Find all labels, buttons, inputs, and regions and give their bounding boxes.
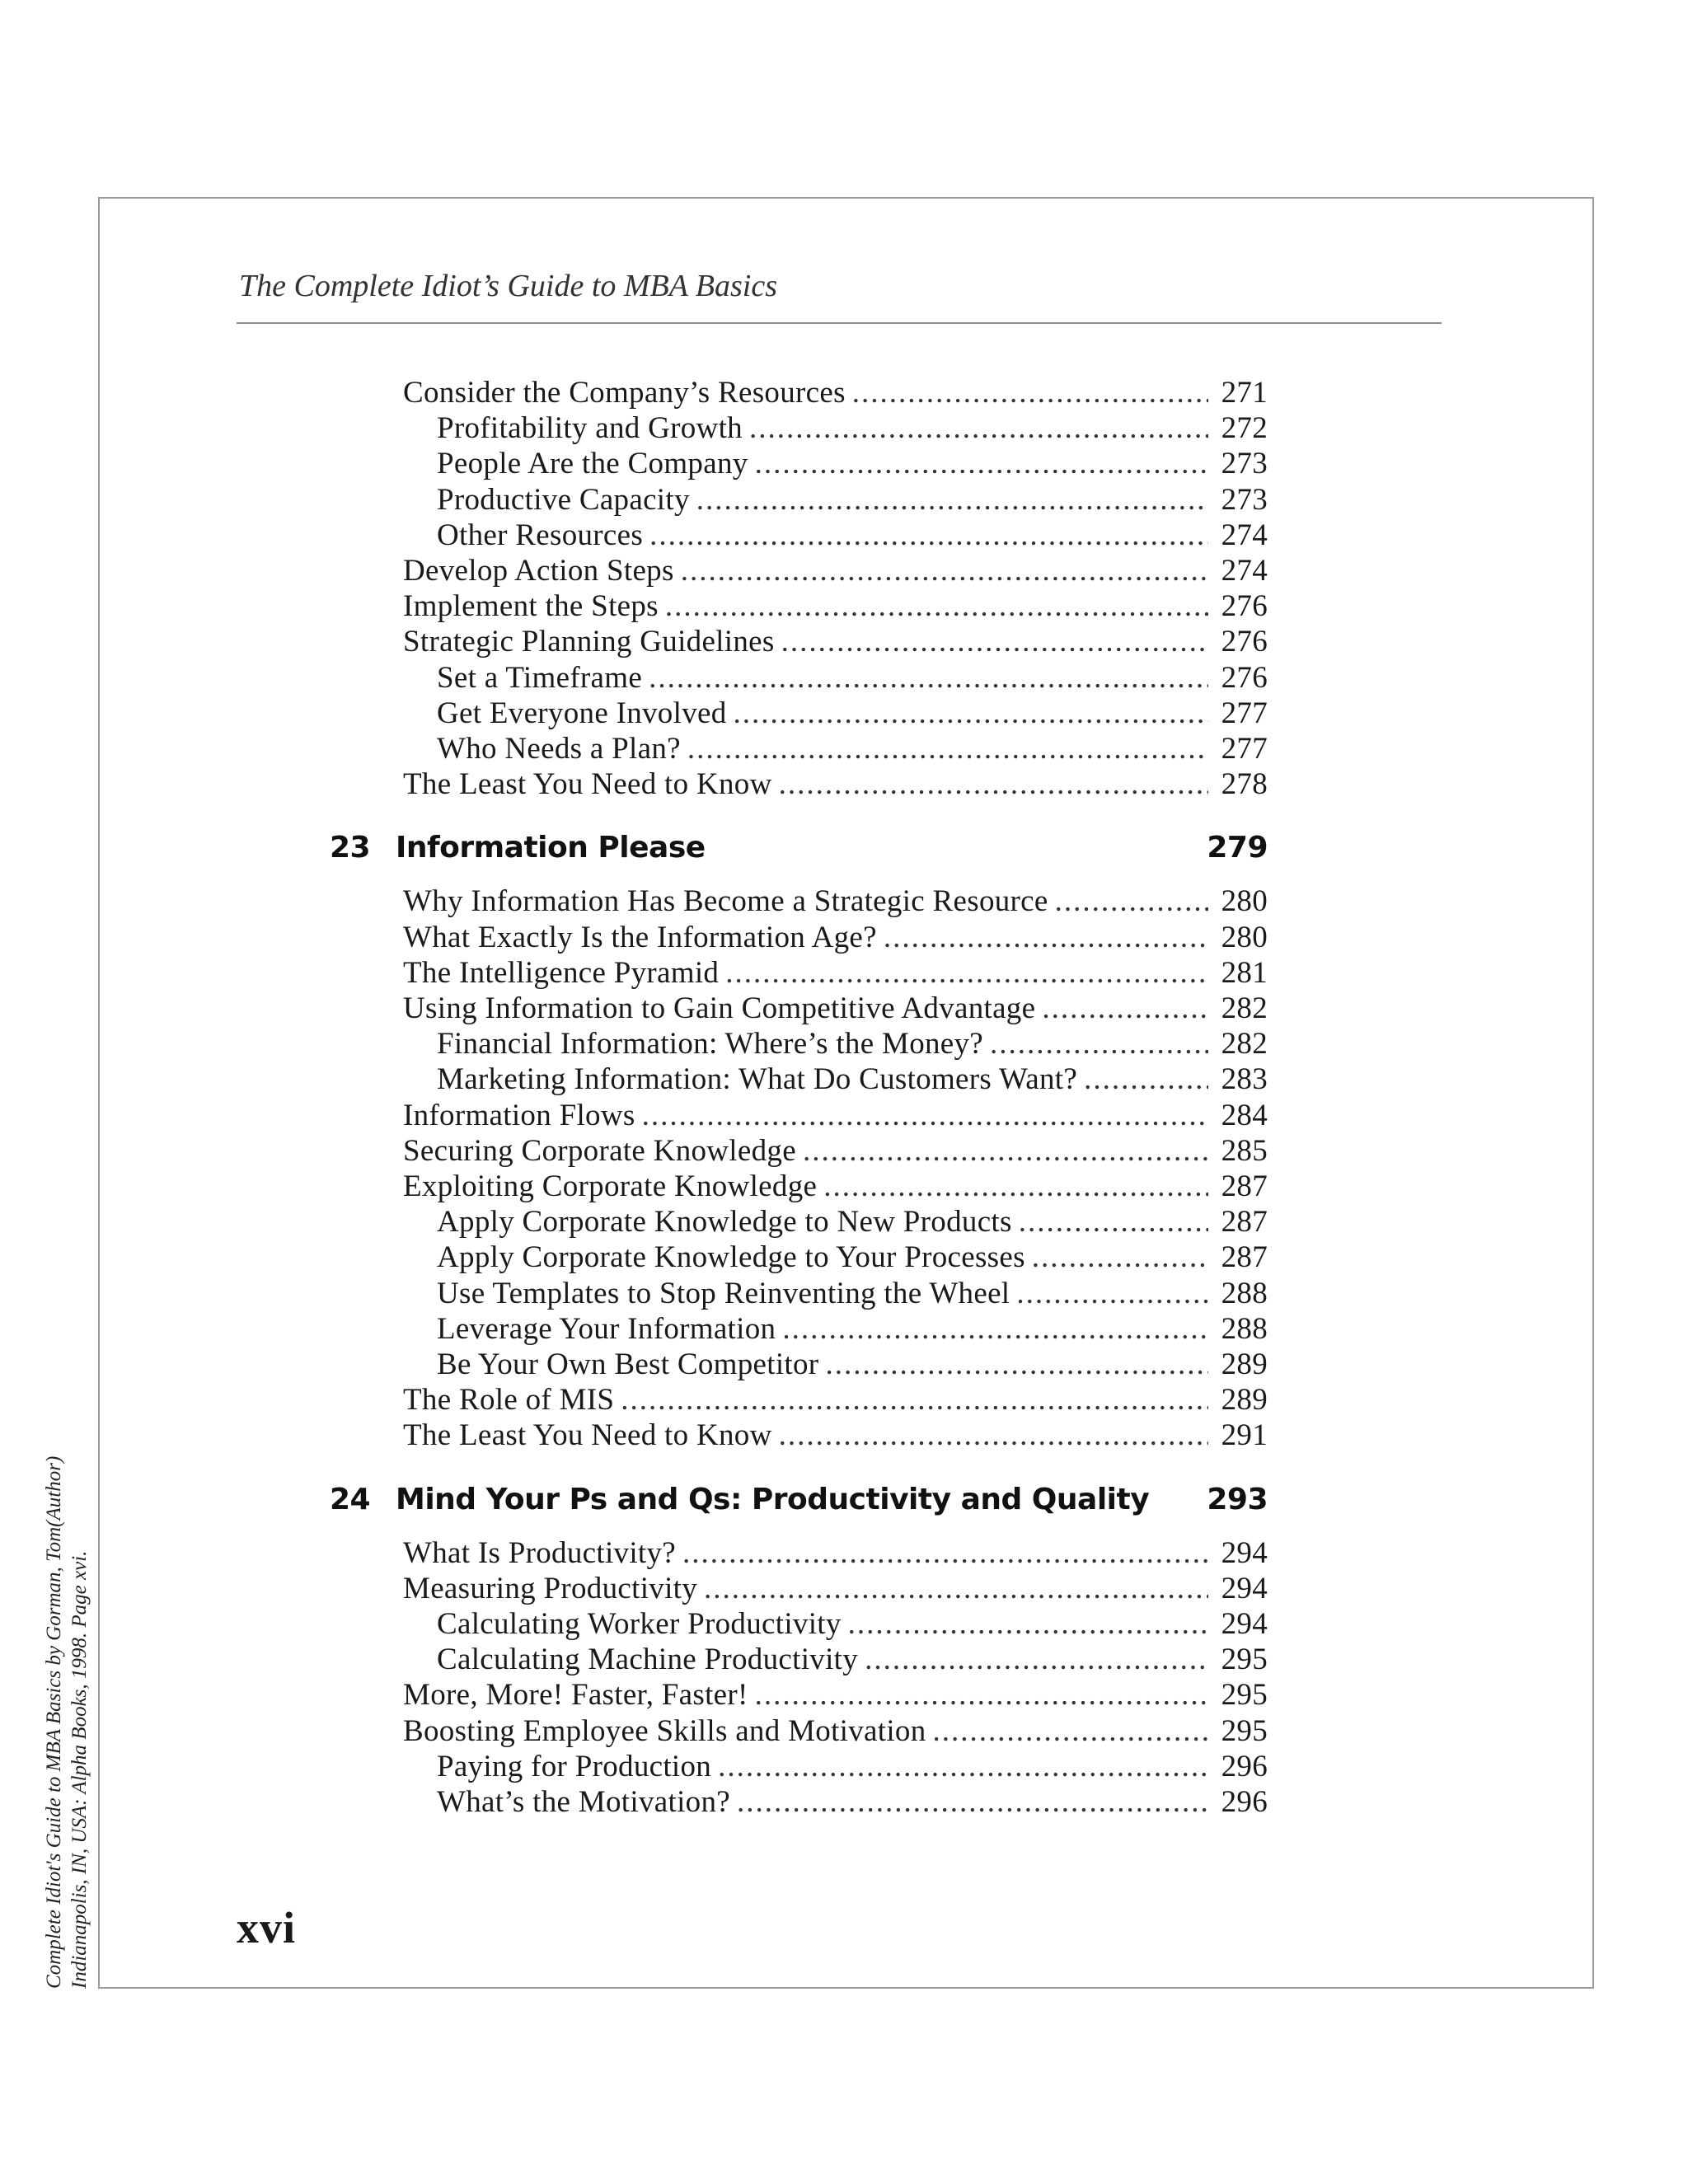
toc-entry-page: 282 [1221,1027,1268,1061]
toc-entry [437,1204,1268,1240]
dot-leader [734,696,1208,732]
dot-leader [779,766,1208,803]
toc-entry-title: Financial Information: Where’s the Money? [437,1027,984,1061]
toc-entry-page: 288 [1221,1277,1268,1310]
toc-entry-title: Measuring Productivity [403,1572,698,1605]
toc-entry-page: 280 [1221,921,1268,954]
dot-leader [704,1571,1208,1607]
toc-entry-title: Who Needs a Plan? [437,732,681,766]
toc-entry-page: 277 [1221,732,1268,766]
toc-entry-title: Information Flows [403,1099,635,1132]
dot-leader [755,446,1208,482]
toc-entry-page: 287 [1221,1205,1268,1239]
toc-entry-title: Develop Action Steps [403,554,674,588]
chapter-number: 24 [330,1483,371,1516]
toc-entry-page: 283 [1221,1062,1268,1096]
dot-leader [737,1784,1208,1821]
dot-leader [933,1713,1208,1750]
toc-entry [403,588,1268,625]
toc-entry [403,955,1268,991]
toc-entry-page: 285 [1221,1134,1268,1168]
toc-entry-page: 276 [1221,625,1268,658]
dot-leader [865,1642,1208,1678]
toc-entry-page: 280 [1221,884,1268,918]
dot-leader [649,660,1208,696]
toc-entry-page: 274 [1221,554,1268,588]
page-number: xvi [237,1903,297,1952]
toc-entry-title: What Is Productivity? [403,1536,677,1570]
dot-leader [1019,1204,1208,1240]
toc-entry-title: Marketing Information: What Do Customers Want? [437,1062,1078,1096]
toc-entry [437,410,1268,447]
toc-entry [437,482,1268,518]
toc-entry-title: Calculating Worker Productivity [437,1607,842,1641]
toc-entry-title: Calculating Machine Productivity [437,1643,859,1676]
toc-entry [437,696,1268,732]
toc-entry-page: 273 [1221,447,1268,480]
dot-leader [1016,1276,1208,1312]
chapter-title: Mind Your Ps and Qs: Productivity and Quality [396,1483,1150,1516]
toc-entry-title: The Least You Need to Know [403,767,772,801]
toc-entry [403,553,1268,589]
dot-leader [696,482,1208,518]
dot-leader [823,1169,1208,1205]
dot-leader [852,375,1208,411]
dot-leader [848,1606,1208,1643]
dot-leader [782,1311,1208,1347]
dot-leader [755,1677,1208,1713]
toc-entry-page: 284 [1221,1099,1268,1132]
toc-entry [403,1169,1268,1205]
dot-leader [642,1098,1208,1134]
toc-entry [403,766,1268,803]
chapter-page: 279 [1207,831,1268,865]
dot-leader [1084,1062,1208,1098]
toc-entry-title: Strategic Planning Guidelines [403,625,775,658]
dot-leader [1032,1240,1208,1276]
chapter-number: 23 [330,831,371,865]
toc-entry [403,1571,1268,1607]
dot-leader [718,1749,1208,1785]
toc-entry-title: The Least You Need to Know [403,1418,772,1452]
toc-entry-page: 296 [1221,1785,1268,1819]
toc-entry [403,375,1268,411]
toc-entry [403,1677,1268,1713]
dot-leader [665,588,1208,625]
dot-leader [681,553,1208,589]
toc-entry-title: What Exactly Is the Information Age? [403,921,877,954]
toc-entry-page: 276 [1221,589,1268,623]
toc-entry-title: Apply Corporate Knowledge to New Products [437,1205,1012,1239]
toc-entry [403,1713,1268,1750]
toc-entry [403,1098,1268,1134]
toc-entry [403,991,1268,1027]
toc-entry-title: Profitability and Growth [437,411,743,445]
dot-leader [682,1535,1208,1572]
toc-entry-page: 294 [1221,1572,1268,1605]
toc-entry-title: Consider the Company’s Resources [403,376,846,410]
toc-entry-title: Productive Capacity [437,483,690,517]
toc-entry [437,446,1268,482]
toc-entry [437,1749,1268,1785]
toc-entry [437,1062,1268,1098]
toc-entry-title: Paying for Production [437,1750,712,1783]
toc-entry-title: Leverage Your Information [437,1312,776,1346]
toc-entry [437,1240,1268,1276]
toc-entry-title: The Intelligence Pyramid [403,956,720,990]
toc-entry [403,1535,1268,1572]
chapter-heading [330,1480,1268,1520]
dot-leader [725,955,1208,991]
toc-entry-page: 294 [1221,1607,1268,1641]
toc-entry-title: Boosting Employee Skills and Motivation [403,1714,926,1748]
toc-entry-page: 289 [1221,1347,1268,1381]
toc-entry-page: 296 [1221,1750,1268,1783]
chapter-heading [330,828,1268,868]
toc-entry-title: Be Your Own Best Competitor [437,1347,819,1381]
toc-entry-page: 278 [1221,767,1268,801]
chapter-page: 293 [1207,1483,1268,1516]
toc-entry-page: 291 [1221,1418,1268,1452]
chapter-title: Information Please [396,831,706,865]
citation-line-1: Complete Idiot's Guide to MBA Basics by Gorman, Tom(Author) [43,1455,65,1989]
toc-entry-page: 276 [1221,661,1268,695]
running-head: The Complete Idiot’s Guide to MBA Basics [239,269,777,303]
header-rule [237,322,1442,324]
toc-entry-title: Why Information Has Become a Strategic Resource [403,884,1048,918]
dot-leader [781,624,1208,660]
toc-entry-title: More, More! Faster, Faster! [403,1678,748,1712]
toc-entry [403,920,1268,956]
dot-leader [1055,883,1208,920]
dot-leader [687,731,1208,767]
toc-entry-title: Exploiting Corporate Knowledge [403,1169,818,1203]
citation [41,1456,92,1989]
toc-entry [403,624,1268,660]
dot-leader [649,518,1208,554]
toc-entry-title: Apply Corporate Knowledge to Your Processes [437,1240,1025,1274]
toc-entry-title: Implement the Steps [403,589,659,623]
toc-entry-page: 273 [1221,483,1268,517]
dot-leader [990,1026,1208,1062]
toc-entry-page: 272 [1221,411,1268,445]
toc-entry-page: 295 [1221,1714,1268,1748]
toc-entry-page: 287 [1221,1169,1268,1203]
toc-entry [437,1642,1268,1678]
toc-entry-title: Set a Timeframe [437,661,643,695]
toc-entry [437,731,1268,767]
toc-entry-page: 271 [1221,376,1268,410]
toc-entry [403,1418,1268,1454]
toc-entry [437,1606,1268,1643]
toc-entry-page: 277 [1221,696,1268,730]
toc-entry-title: What’s the Motivation? [437,1785,730,1819]
toc-entry-title: Using Information to Gain Competitive Advantage [403,991,1036,1025]
dot-leader [803,1133,1208,1169]
toc-entry [437,1347,1268,1383]
toc-entry-page: 289 [1221,1383,1268,1417]
toc-entry-page: 294 [1221,1536,1268,1570]
toc-entry [437,1311,1268,1347]
toc-entry-title: People Are the Company [437,447,748,480]
toc-entry-page: 274 [1221,518,1268,552]
dot-leader [884,920,1208,956]
dot-leader [749,410,1208,447]
dot-leader [1042,991,1208,1027]
toc-entry [437,1784,1268,1821]
toc-entry [437,518,1268,554]
toc-entry-page: 287 [1221,1240,1268,1274]
toc-entry [403,1133,1268,1169]
toc-entry-page: 281 [1221,956,1268,990]
toc-entry-page: 295 [1221,1643,1268,1676]
toc-entry-page: 288 [1221,1312,1268,1346]
dot-leader [779,1418,1208,1454]
toc-entry-page: 282 [1221,991,1268,1025]
toc-entry-title: Other Resources [437,518,644,552]
dot-leader [621,1382,1208,1418]
toc-entry [437,1026,1268,1062]
toc-entry-title: Securing Corporate Knowledge [403,1134,796,1168]
toc-entry-page: 295 [1221,1678,1268,1712]
toc-entry [437,660,1268,696]
toc-entry [403,1382,1268,1418]
dot-leader [825,1347,1208,1383]
toc-entry-title: Get Everyone Involved [437,696,727,730]
citation-line-2: Indianapolis, IN, USA: Alpha Books, 1998. Page xvi. [68,1550,91,1989]
toc-entry-title: The Role of MIS [403,1383,615,1417]
toc-entry [403,883,1268,920]
toc-entry-title: Use Templates to Stop Reinventing the Wheel [437,1277,1010,1310]
toc-entry [437,1276,1268,1312]
